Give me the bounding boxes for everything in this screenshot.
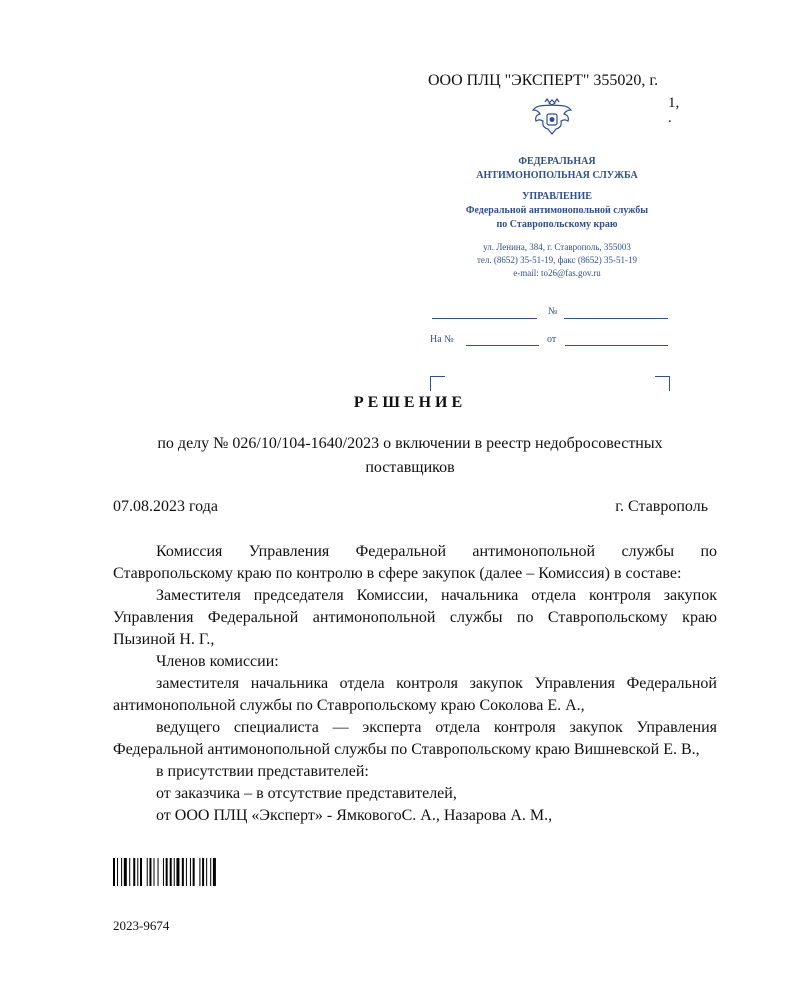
reference-date-label: от [547,334,557,345]
reference-number-field [466,345,539,346]
paragraph-presence: в присутствии представителей: [156,763,369,780]
document-city: г. Ставрополь [615,498,708,515]
corner-mark-right [655,376,670,391]
paragraph-member-1: заместителя начальника отдела контроля закупок Управления Федеральной антимонопольной службы по Ставропольскому краю Соколова Е. А., [113,675,717,714]
department-name-line-3: по Ставропольскому краю [496,219,618,230]
russian-coat-of-arms-icon [528,94,576,142]
department-name-line-2: Федеральной антимонопольной службы [465,205,649,216]
document-number: 2023-9674 [113,918,170,933]
document-title: РЕШЕНИЕ [353,394,467,411]
reference-date-field [565,345,668,346]
agency-name-line-1: ФЕДЕРАЛЬНАЯ [518,156,596,167]
agency-name-line-2: АНТИМОНОПОЛЬНАЯ СЛУЖБА [476,170,638,181]
contact-address: ул. Ленина, 384, г. Ставрополь, 355003 [483,242,631,252]
contact-details [410,241,704,280]
paragraph-deputy-chair: Заместителя председателя Комиссии, начальника отдела контроля закупок Управления Федеральной антимонопольной службы по Ставропольскому краю Пызиной Н. Г., [113,587,717,648]
addressee-line-2: 1, [668,95,680,111]
department-name [410,190,704,232]
addressee-line: ООО ПЛЦ "ЭКСПЕРТ" 355020, г. [428,72,659,89]
outgoing-date-field [432,318,537,319]
addressee-continuation [668,96,679,126]
paragraph-members-heading: Членов комиссии: [156,653,279,670]
document-date: 07.08.2023 года [113,498,218,515]
paragraph-supplier: от ООО ПЛЦ «Эксперт» - ЯмковогоС. А., Назарова А. М., [156,807,553,824]
paragraph-commission: Комиссия Управления Федеральной антимонопольной службы по Ставропольскому краю по контролю в сфере закупок (далее – Комиссия) в составе: [113,543,717,582]
paragraph-customer: от заказчика – в отсутствие представителей, [156,785,457,802]
department-name-line-1: УПРАВЛЕНИЕ [522,191,592,202]
addressee-line-3: . [668,110,672,126]
number-sign-label: № [548,306,558,317]
document-subject: по делу № 026/10/104-1640/2023 о включении в реестр недобросовестных поставщиков [157,435,663,476]
corner-mark-left [430,376,445,391]
barcode-icon [113,858,255,886]
contact-email: e-mail: to26@fas.gov.ru [513,268,601,278]
outgoing-number-field [564,318,668,319]
contact-phone: тел. (8652) 35-51-19, факс (8652) 35-51-19 [476,255,638,265]
agency-name [410,155,704,183]
paragraph-member-2: ведущего специалиста — эксперта отдела контроля закупок Управления Федеральной антимонопольной службы по Ставропольскому краю Вишневской Е. В., [113,719,717,758]
reference-number-label: На № [430,334,454,345]
